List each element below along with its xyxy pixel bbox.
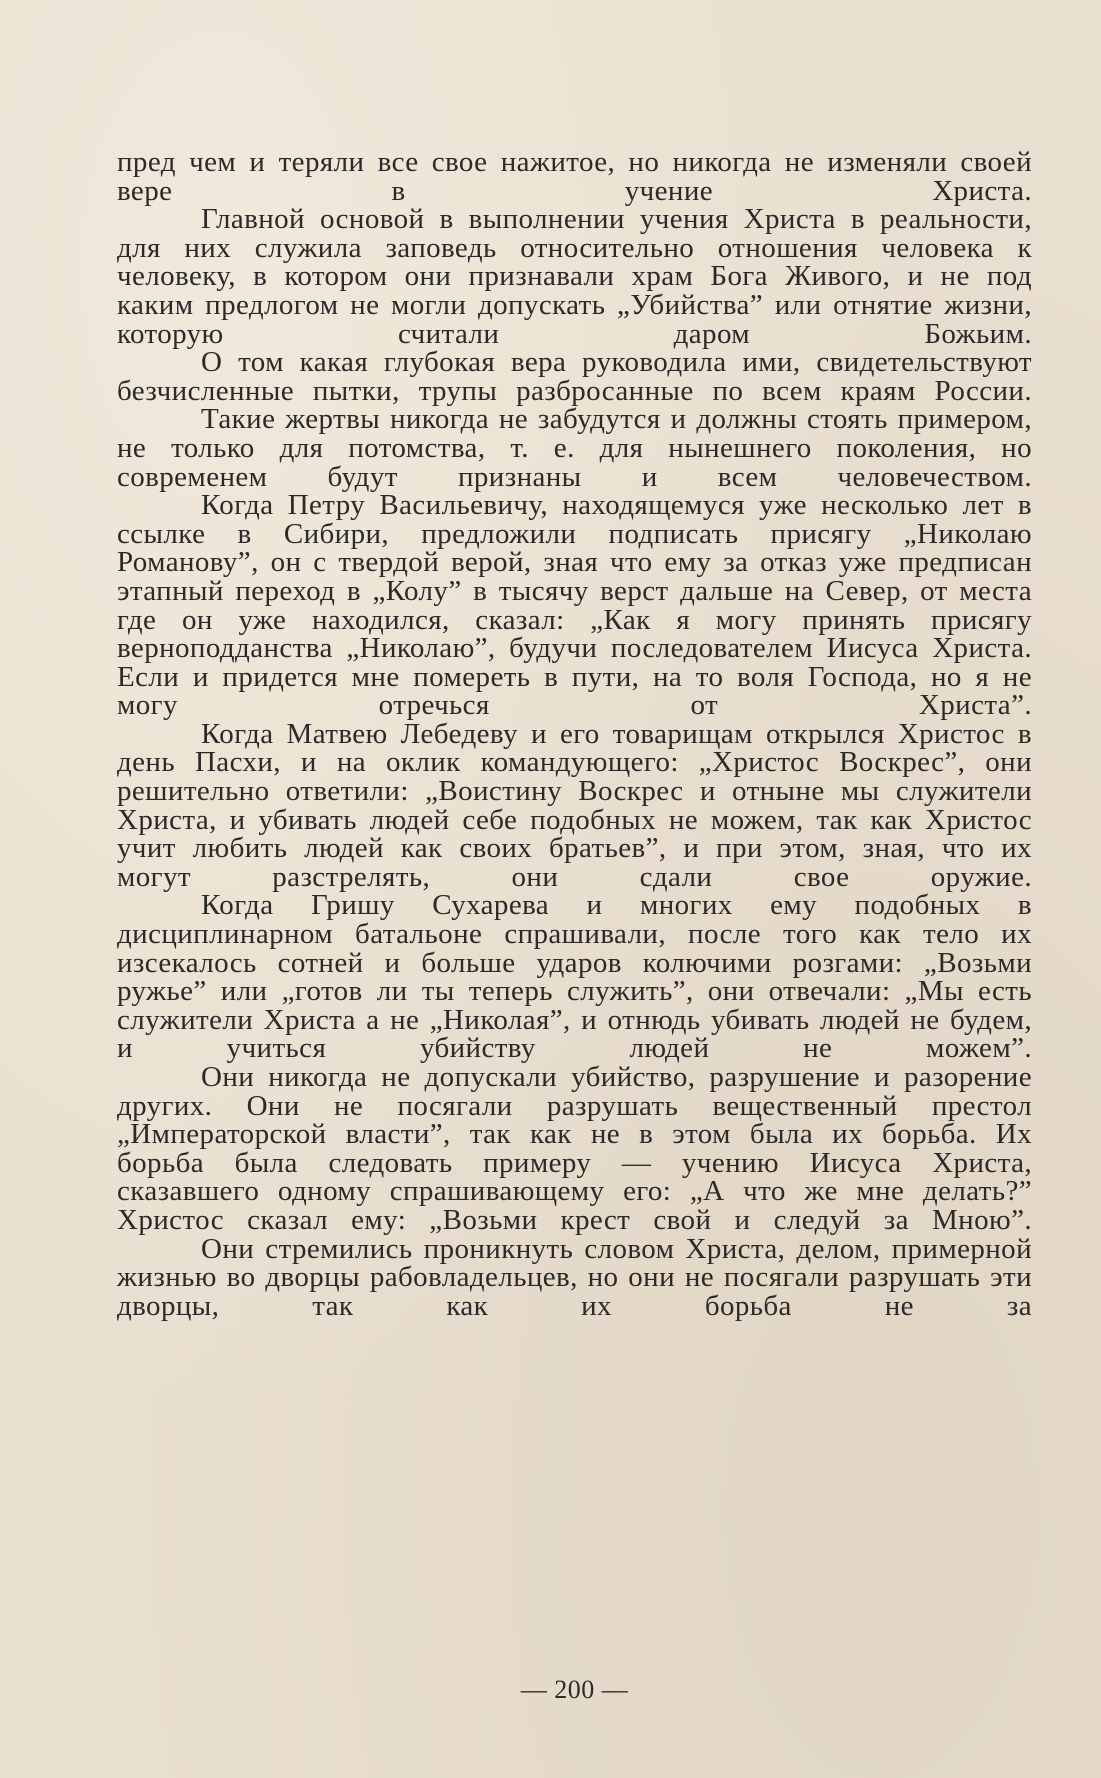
paragraph: Когда Гришу Сухарева и многих ему подобных в дисциплинарном батальоне спрашивали, после того как тело их изсекалось сотней и больше ударов колючими розгами: „Возьми ружье” или „готов ли ты теперь служить”, они отвечали: „Мы есть служители Христа а не „Николая”, и отнюдь убивать людей не будем, и учиться убийству людей не можем”. [117, 889, 1032, 1065]
paragraph: Когда Петру Васильевичу, находящемуся уже несколько лет в ссылке в Сибири, предложили подписать присягу „Николаю Романову”, он с твердой верой, зная что ему за отказ уже предписан этапный переход в „Колу” в тысячу верст дальше на Север, от места где он уже находился, сказал: „Как я могу принять присягу верноподданства „Николаю”, будучи последователем Иисуса Христа. Если и придется мне помереть в пути, на то воля Господа, но я не могу отречься от Христа”. [117, 489, 1032, 722]
page-body-text [117, 148, 1032, 1320]
paragraph: Они никогда не допускали убийство, разрушение и разорение других. Они не посягали разрушать вещественный престол „Императорской власти”, так как не в этом была их борьба. Их борьба была следовать примеру — учению Иисуса Христа, сказавшего одному спрашивающему его: „А что же мне делать?” Христос сказал ему: „Возьми крест свой и следуй за Мною”. [117, 1061, 1032, 1236]
page-number: — 200 — [520, 1675, 629, 1704]
paragraph: О том какая глубокая вера руководила ими, свидетельствуют безчисленные пытки, трупы разбросанные по всем краям России. [117, 346, 1032, 407]
paragraph: Когда Матвею Лебедеву и его товарищам открылся Христос в день Пасхи, и на оклик командующего: „Христос Воскрес”, они решительно ответили: „Воистину Воскрес и отныне мы служители Христа, и убивать людей себе подобных не можем, так как Христос учит любить людей как своих братьев”, и при этом, зная, что их могут разстрелять, они сдали свое оружие. [117, 717, 1032, 893]
book-page [117, 148, 1032, 1708]
paragraph: Такие жертвы никогда не забудутся и должны стоять примером, не только для потомства, т. е. для нынешнего поколения, но современем будут признаны и всем человечеством. [117, 403, 1032, 493]
paragraph: Главной основой в выполнении учения Христа в реальности, для них служила заповедь относительно отношения человека к человеку, в котором они признавали храм Бога Живого, и не под каким предлогом не могли допускать „Убийства” или отнятие жизни, которую считали даром Божьим. [117, 203, 1032, 350]
paragraph: Они стремились проникнуть словом Христа, делом, примерной жизнью во дворцы рабовладельцев, но они не посягали разрушать эти дворцы, так как их борьба не за [117, 1232, 1032, 1322]
paragraph: пред чем и теряли все свое нажитое, но никогда не изменяли своей вере в учение Христа. [117, 146, 1032, 207]
